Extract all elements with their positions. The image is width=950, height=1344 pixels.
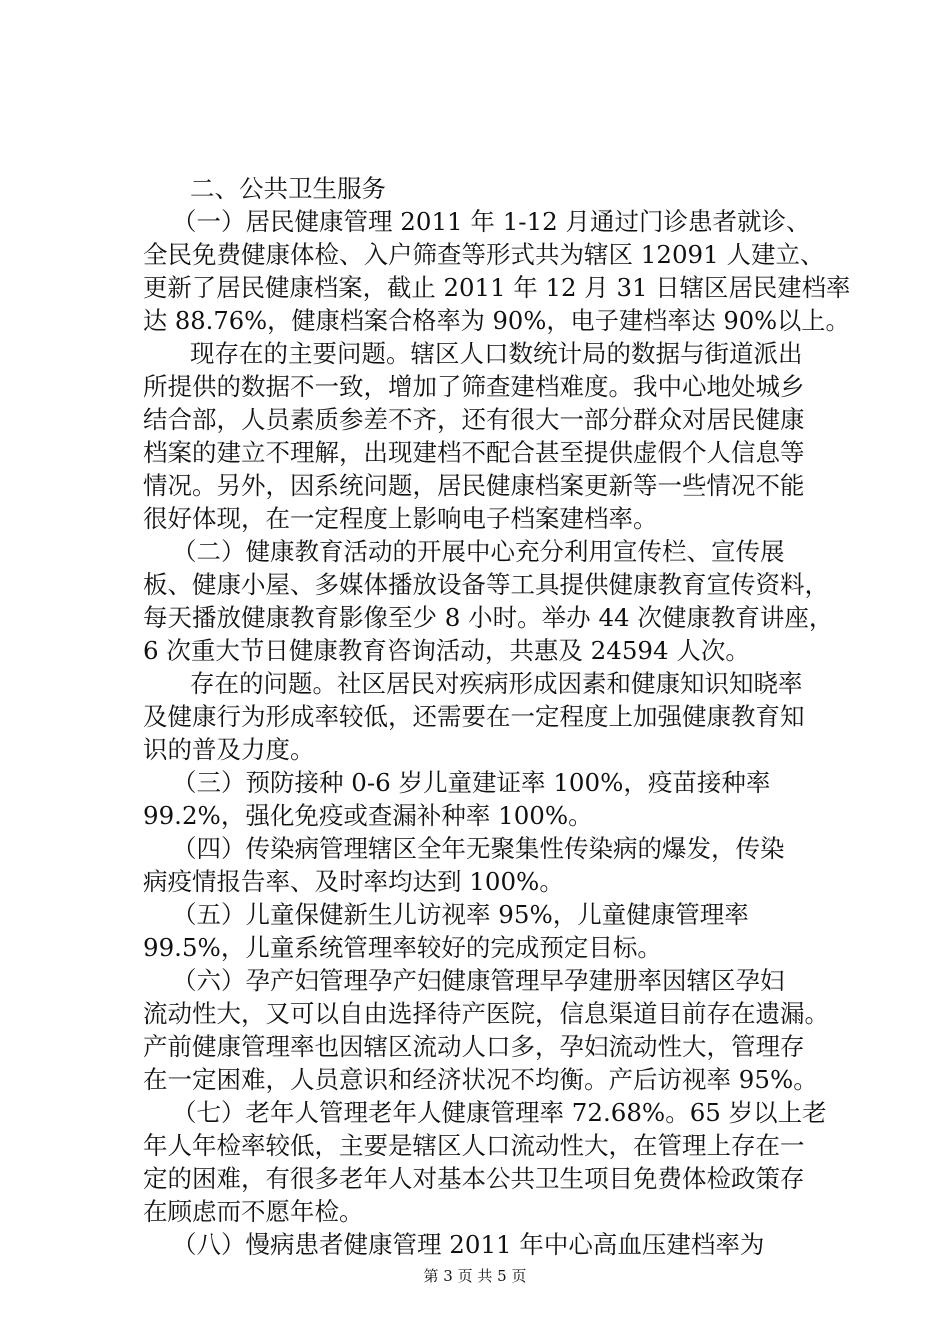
paragraph-line: 流动性大，又可以自由选择待产医院，信息渠道目前存在遗漏。 xyxy=(143,999,829,1028)
paragraph-line: （二）健康教育活动的开展中心充分利用宣传栏、宣传展 xyxy=(172,537,785,566)
paragraph-line: 定的困难，有很多老年人对基本公共卫生项目免费体检政策存 xyxy=(143,1164,805,1193)
paragraph-line: 达 88.76%，健康档案合格率为 90%，电子建档率达 90%以上。 xyxy=(143,306,850,335)
paragraph-line: 现存在的主要问题。辖区人口数统计局的数据与街道派出 xyxy=(190,339,803,368)
paragraph-line: （五）儿童保健新生儿访视率 95%，儿童健康管理率 xyxy=(172,900,749,929)
paragraph-line: 在顾虑而不愿年检。 xyxy=(143,1197,364,1226)
paragraph-line: 档案的建立不理解，出现建档不配合甚至提供虚假个人信息等 xyxy=(143,438,805,467)
paragraph-line: 所提供的数据不一致，增加了筛查建档难度。我中心地处城乡 xyxy=(143,372,805,401)
paragraph-line: 及健康行为形成率较低，还需要在一定程度上加强健康教育知 xyxy=(143,702,805,731)
paragraph-line: 年人年检率较低，主要是辖区人口流动性大，在管理上存在一 xyxy=(143,1131,805,1160)
paragraph-line: （一）居民健康管理 2011 年 1-12 月通过门诊患者就诊、 xyxy=(172,207,811,236)
paragraph-line: 二、公共卫生服务 xyxy=(190,174,386,203)
paragraph-line: 99.2%，强化免疫或查漏补种率 100%。 xyxy=(143,801,593,830)
paragraph-line: 6 次重大节日健康教育咨询活动，共惠及 24594 人次。 xyxy=(143,636,750,665)
paragraph-line: （八）慢病患者健康管理 2011 年中心高血压建档率为 xyxy=(172,1230,765,1259)
paragraph-line: （六）孕产妇管理孕产妇健康管理早孕建册率因辖区孕妇 xyxy=(172,966,785,995)
page-number-footer: 第 3 页 共 5 页 xyxy=(423,1267,527,1285)
paragraph-line: 更新了居民健康档案，截止 2011 年 12 月 31 日辖区居民建档率 xyxy=(143,273,851,302)
paragraph-line: 结合部，人员素质参差不齐，还有很大一部分群众对居民健康 xyxy=(143,405,805,434)
paragraph-line: 识的普及力度。 xyxy=(143,735,315,764)
paragraph-line: 情况。另外，因系统问题，居民健康档案更新等一些情况不能 xyxy=(143,471,805,500)
paragraph-line: （三）预防接种 0-6 岁儿童建证率 100%，疫苗接种率 xyxy=(172,768,771,797)
paragraph-line: （七）老年人管理老年人健康管理率 72.68%。65 岁以上老 xyxy=(172,1098,827,1127)
paragraph-line: 99.5%，儿童系统管理率较好的完成预定目标。 xyxy=(143,933,662,962)
paragraph-line: 很好体现，在一定程度上影响电子档案建档率。 xyxy=(143,504,658,533)
paragraph-line: 产前健康管理率也因辖区流动人口多，孕妇流动性大，管理存 xyxy=(143,1032,805,1061)
paragraph-line: 病疫情报告率、及时率均达到 100%。 xyxy=(143,867,564,896)
paragraph-line: 板、健康小屋、多媒体播放设备等工具提供健康教育宣传资料， xyxy=(143,570,829,599)
paragraph-line: （四）传染病管理辖区全年无聚集性传染病的爆发，传染 xyxy=(172,834,785,863)
paragraph-line: 在一定困难，人员意识和经济状况不均衡。产后访视率 95%。 xyxy=(143,1065,818,1094)
paragraph-line: 存在的问题。社区居民对疾病形成因素和健康知识知晓率 xyxy=(190,669,803,698)
paragraph-line: 每天播放健康教育影像至少 8 小时。举办 44 次健康教育讲座， xyxy=(143,603,834,632)
paragraph-line: 全民免费健康体检、入户筛查等形式共为辖区 12091 人建立、 xyxy=(143,240,825,269)
